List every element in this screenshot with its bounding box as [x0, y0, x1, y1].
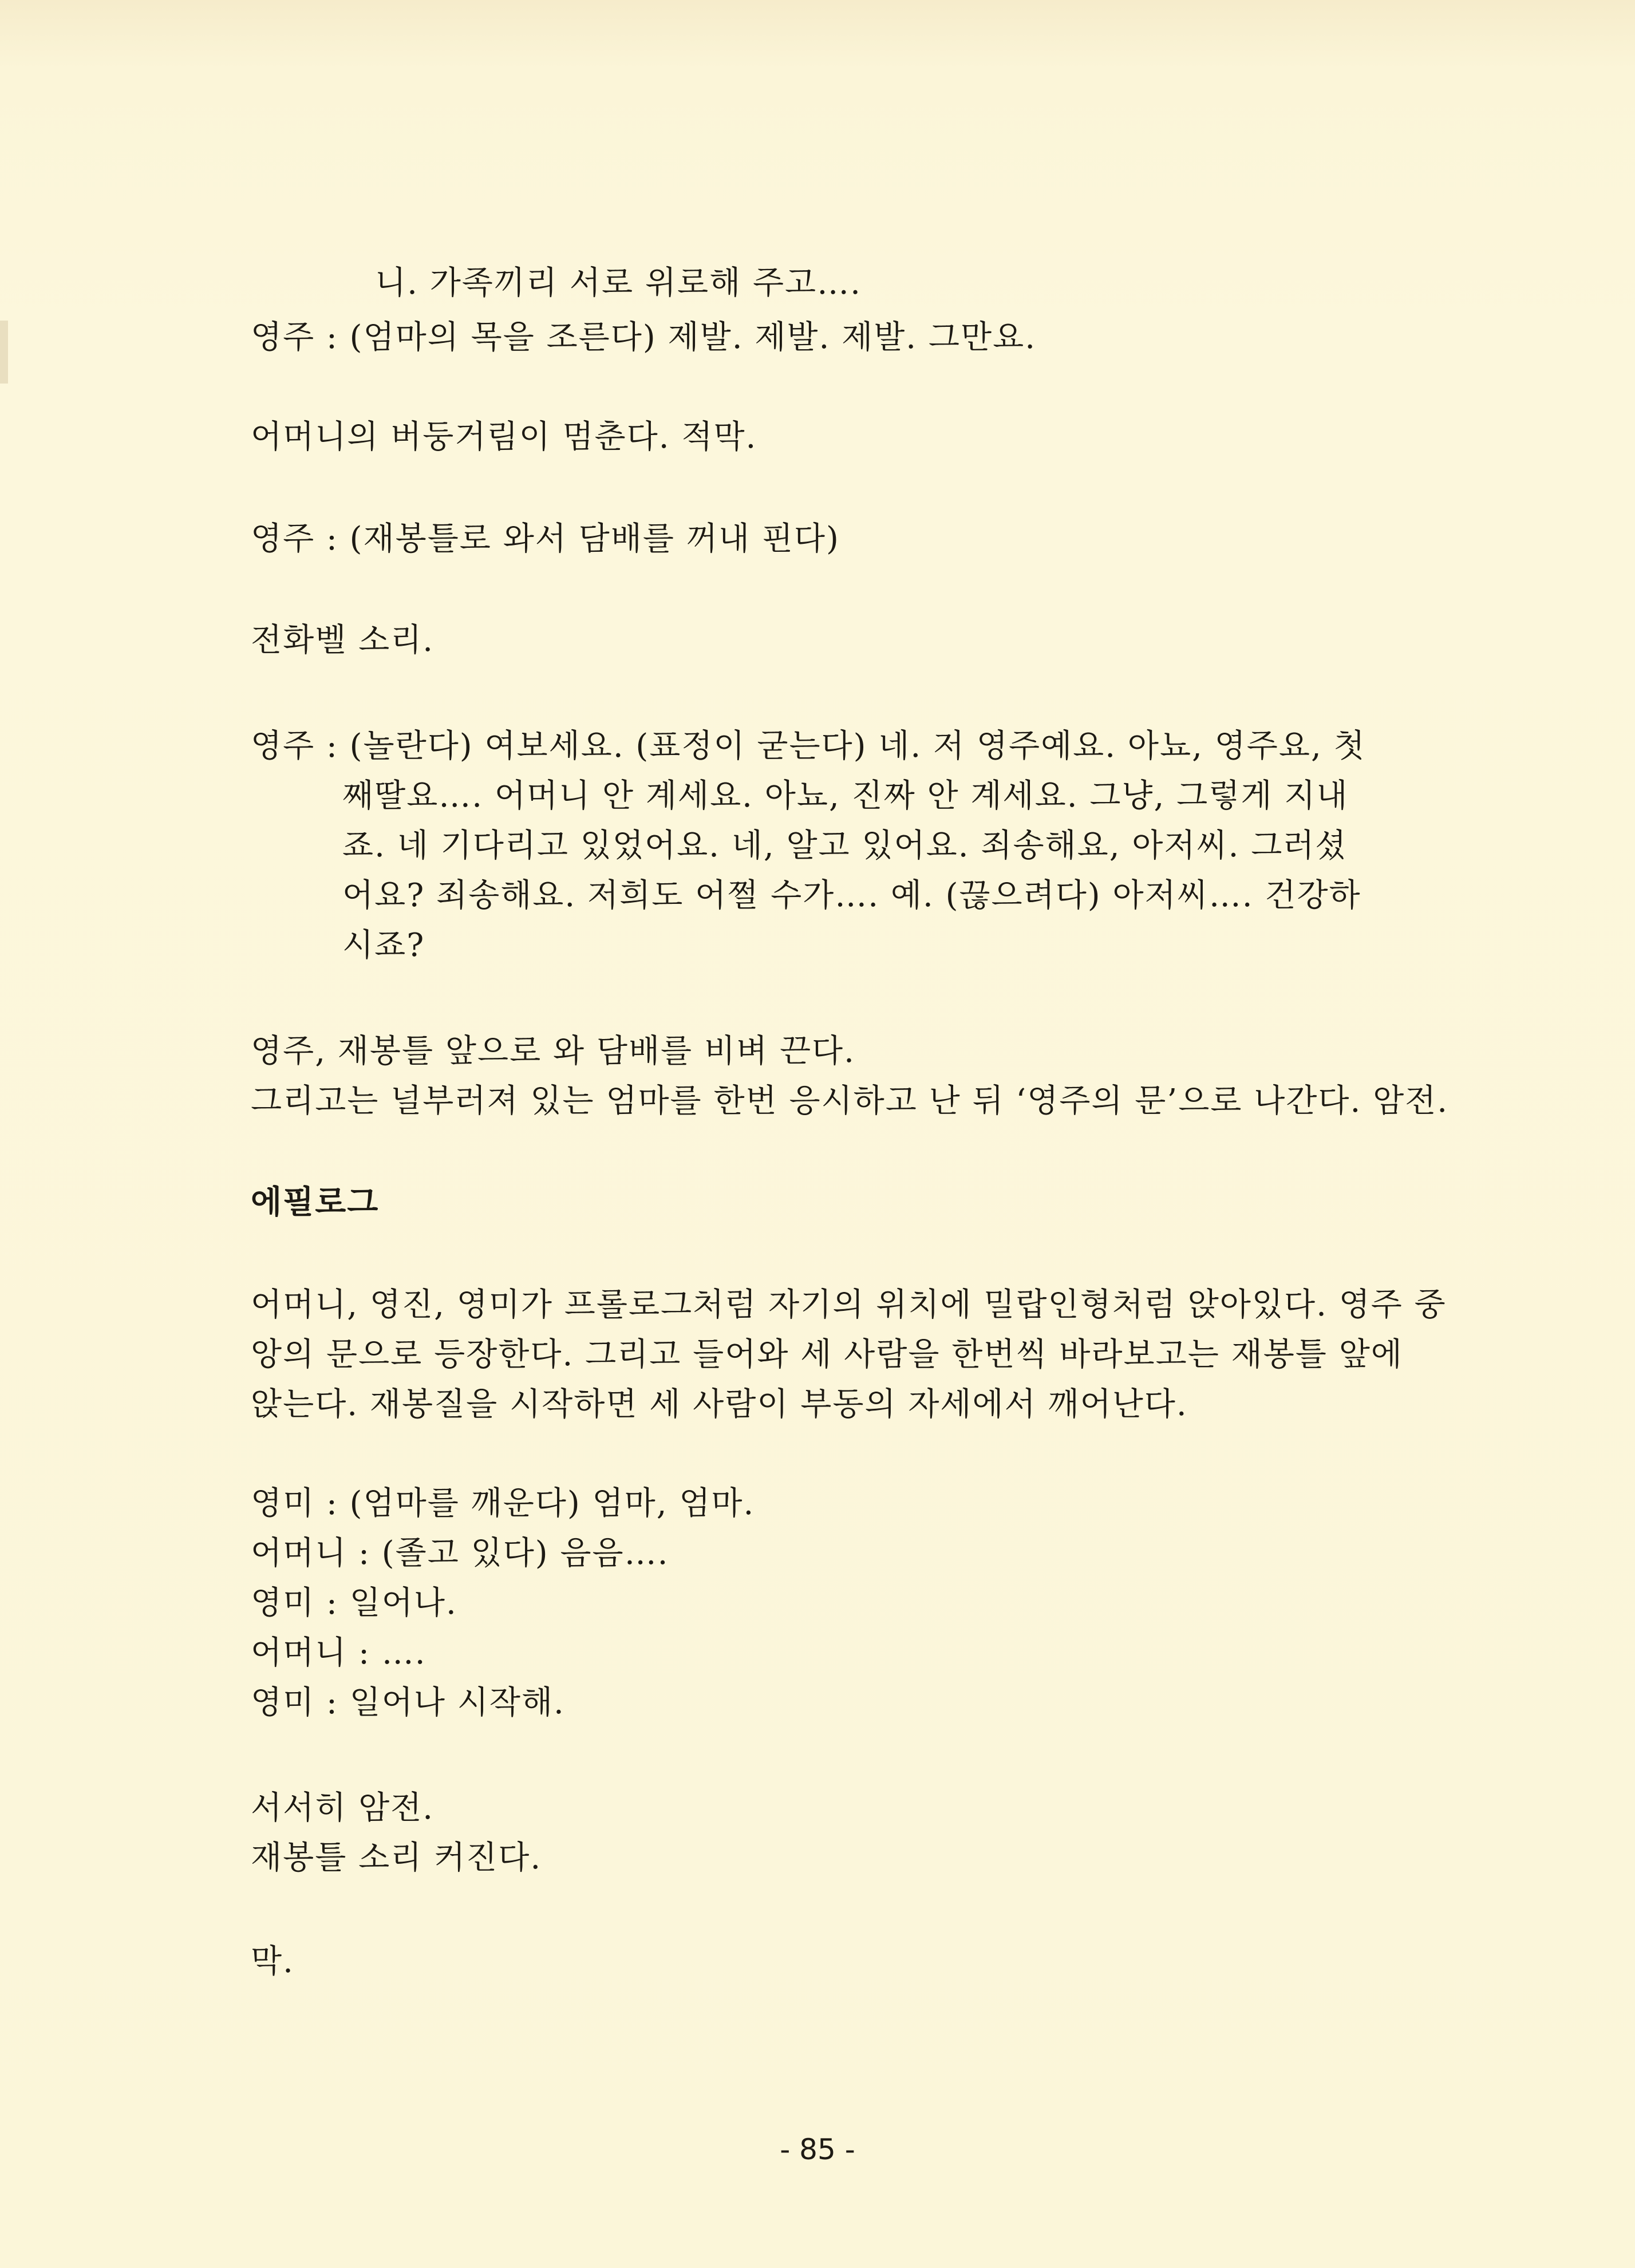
dialogue-continuation: 째딸요…. 어머니 안 계세요. 아뇨, 진짜 안 계세요. 그냥, 그렇게 지내 — [342, 777, 1349, 815]
ending-mark: 막. — [251, 1943, 294, 1980]
text-line: 니. 가족끼리 서로 위로해 주고…. — [375, 264, 862, 302]
dialogue-line: 영주 : (엄마의 목을 조른다) 제발. 제발. 제발. 그만요. — [251, 319, 1036, 356]
stage-direction: 앙의 문으로 등장한다. 그리고 들어와 세 사람을 한번씩 바라보고는 재봉틀 앞에 — [251, 1336, 1403, 1373]
stage-direction: 전화벨 소리. — [251, 622, 435, 659]
dialogue-line: 영주 : (재봉틀로 와서 담배를 꺼내 핀다) — [251, 520, 840, 558]
stage-direction: 그리고는 널부러져 있는 엄마를 한번 응시하고 난 뒤 ‘영주의 문’으로 나간다. 암전. — [251, 1082, 1449, 1120]
dialogue-continuation: 시죠? — [342, 927, 425, 964]
stage-direction: 재봉틀 소리 커진다. — [251, 1839, 542, 1876]
dialogue-line: 어머니 : (졸고 있다) 음음…. — [251, 1535, 669, 1572]
dialogue-continuation: 어요? 죄송해요. 저희도 어쩔 수가…. 예. (끊으려다) 아저씨…. 건강하 — [342, 877, 1361, 914]
dialogue-line: 영미 : (엄마를 깨운다) 엄마, 엄마. — [251, 1485, 755, 1522]
stage-direction: 서서히 암전. — [251, 1789, 435, 1827]
section-heading: 에필로그 — [251, 1183, 380, 1221]
dialogue-line: 영주 : (놀란다) 여보세요. (표정이 굳는다) 네. 저 영주예요. 아뇨, 영주요, 첫 — [251, 728, 1366, 765]
stage-direction: 영주, 재봉틀 앞으로 와 담배를 비벼 끈다. — [251, 1033, 855, 1070]
dialogue-line: 어머니 : …. — [251, 1634, 426, 1672]
stage-direction: 앉는다. 재봉질을 시작하면 세 사람이 부동의 자세에서 깨어난다. — [251, 1386, 1188, 1423]
stage-direction: 어머니의 버둥거림이 멈춘다. 적막. — [251, 418, 757, 456]
edge-mark — [0, 321, 8, 384]
stage-direction: 어머니, 영진, 영미가 프롤로그처럼 자기의 위치에 밀랍인형처럼 앉아있다. 영주 중 — [251, 1286, 1447, 1323]
dialogue-line: 영미 : 일어나. — [251, 1585, 457, 1622]
dialogue-line: 영미 : 일어나 시작해. — [251, 1684, 565, 1721]
page-number: - 85 - — [780, 2133, 855, 2166]
dialogue-continuation: 죠. 네 기다리고 있었어요. 네, 알고 있어요. 죄송해요, 아저씨. 그러셨 — [342, 827, 1348, 864]
